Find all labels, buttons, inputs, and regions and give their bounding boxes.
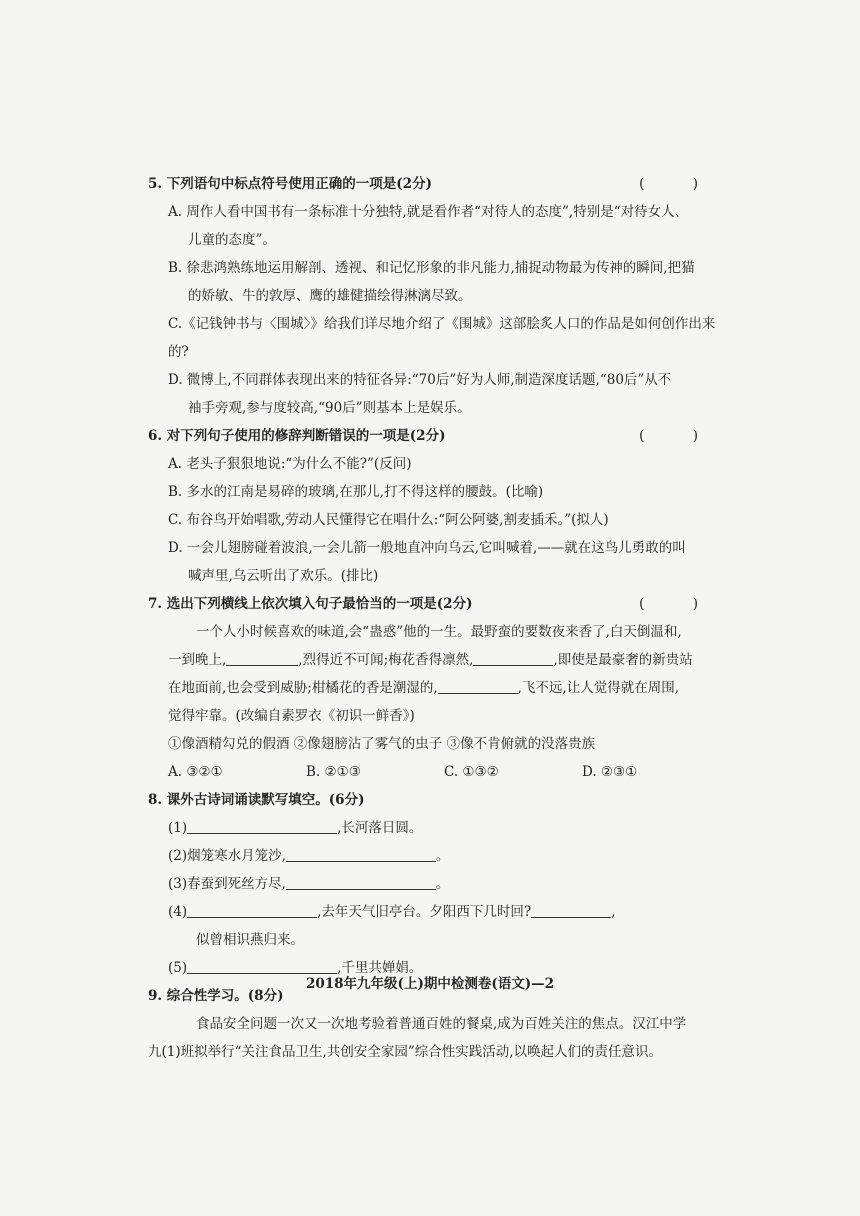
passage-line: 一个人小时候喜欢的味道,会“蛊惑”他的一生。最野蛮的要数夜来香了,白天倒温和, <box>196 624 682 640</box>
poem-line-4: (4) ,去年天气旧亭台。夕阳西下几时回? , <box>148 898 720 926</box>
option-d: D. 一会儿翅膀碰着波浪,一会儿箭一般地直冲向乌云,它叫喊着,——就在这鸟儿勇敢的叫 <box>168 540 686 556</box>
option-c: C. 布谷鸟开始唱歌,劳动人民懂得它在唱什么:“阿公阿婆,割麦插禾。”(拟人) <box>168 512 609 528</box>
option-d-cont: 袖手旁观,参与度较高,“90后”则基本上是娱乐。 <box>188 400 471 416</box>
option-d-cont: 喊声里,乌云听出了欢乐。(排比) <box>188 568 379 584</box>
option-d: D. ②③① <box>582 764 638 780</box>
option-b: B. 多水的江南是易碎的玻璃,在那儿,打不得这样的腰鼓。(比喻) <box>168 484 544 500</box>
intro-paragraph: 食品安全问题一次又一次地考验着普通百姓的餐桌,成为百姓关注的焦点。汉江中学 <box>196 1016 687 1032</box>
question-stem: 7. 选出下列横线上依次填入句子最恰当的一项是(2分) <box>148 596 473 612</box>
question-8 <box>148 786 720 982</box>
question-stem: 9. 综合性学习。(8分) <box>148 988 284 1004</box>
answer-paren: ( ) <box>639 176 720 192</box>
fill-blank[interactable] <box>531 901 611 918</box>
option-a: A. 周作人看中国书有一条标准十分独特,就是看作者“对待人的态度”,特别是“对待女人、 <box>168 204 689 220</box>
poem-line-5: (5) ,千里共婵娟。 <box>148 954 720 982</box>
fill-blank[interactable] <box>438 677 518 694</box>
passage-line: 在地面前,也会受到威胁;柑橘花的香是潮湿的, ,飞不远,让人觉得就在周围, <box>148 674 720 702</box>
poem-line-2: (2)烟笼寒水月笼沙, 。 <box>148 842 720 870</box>
question-stem: 5. 下列语句中标点符号使用正确的一项是(2分) <box>148 176 432 192</box>
poem-line-4-cont: 似曾相识燕归来。 <box>196 932 304 948</box>
passage-line: 一到晚上, ,烈得近不可闻;梅花香得凛然, ,即使是最豪奢的新贵站 <box>148 646 720 674</box>
page-footer: 2018年九年级(上)期中检测卷(语文)—2 <box>305 976 555 992</box>
question-5 <box>148 170 720 422</box>
option-b: B. 徐悲鸿熟练地运用解剖、透视、和记忆形象的非凡能力,捕捉动物最为传神的瞬间,把猫 <box>168 260 695 276</box>
option-c: C.《记钱钟书与〈围城〉》给我们详尽地介绍了《围城》这部脍炙人口的作品是如何创作出来的? <box>168 316 716 360</box>
choice-list: ①像酒精勾兑的假酒 ②像翅膀沾了雾气的虫子 ③像不肯俯就的没落贵族 <box>168 736 596 752</box>
poem-line-1: (1) ,长河落日圆。 <box>148 814 720 842</box>
option-b-cont: 的娇敏、牛的敦厚、鹰的雄健描绘得淋漓尽致。 <box>188 288 472 304</box>
poem-line-3: (3)春蚕到死丝方尽, 。 <box>148 870 720 898</box>
option-a: A. 老头子狠狠地说:“为什么不能?”(反问) <box>168 456 412 472</box>
fill-blank[interactable] <box>187 901 317 918</box>
question-7 <box>148 590 720 786</box>
answer-paren: ( ) <box>639 428 720 444</box>
question-stem: 8. 课外古诗词诵读默写填空。(6分) <box>148 792 365 808</box>
questions <box>148 170 720 1066</box>
answer-paren: ( ) <box>639 596 720 612</box>
fill-blank[interactable] <box>286 873 436 890</box>
intro-paragraph-cont: 九(1)班拟举行“关注食品卫生,共创安全家园”综合性实践活动,以唤起人们的责任意识。 <box>148 1044 663 1060</box>
option-d: D. 微博上,不同群体表现出来的特征各异:“70后”好为人师,制造深度话题,“80后”从不 <box>168 372 672 388</box>
option-a-cont: 儿童的态度”。 <box>188 232 276 248</box>
question-6 <box>148 422 720 590</box>
option-a: A. ③②① <box>168 764 223 780</box>
option-b: B. ②①③ <box>306 764 361 780</box>
question-9 <box>148 982 720 1066</box>
fill-blank[interactable] <box>226 649 298 666</box>
answer-options <box>148 758 720 786</box>
fill-blank[interactable] <box>286 845 436 862</box>
fill-blank[interactable] <box>473 649 553 666</box>
passage-line: 觉得牢靠。(改编自素罗衣《初识一鲜香》) <box>168 708 415 724</box>
fill-blank[interactable] <box>187 817 337 834</box>
option-c: C. ①③② <box>444 764 499 780</box>
question-stem: 6. 对下列句子使用的修辞判断错误的一项是(2分) <box>148 428 446 444</box>
